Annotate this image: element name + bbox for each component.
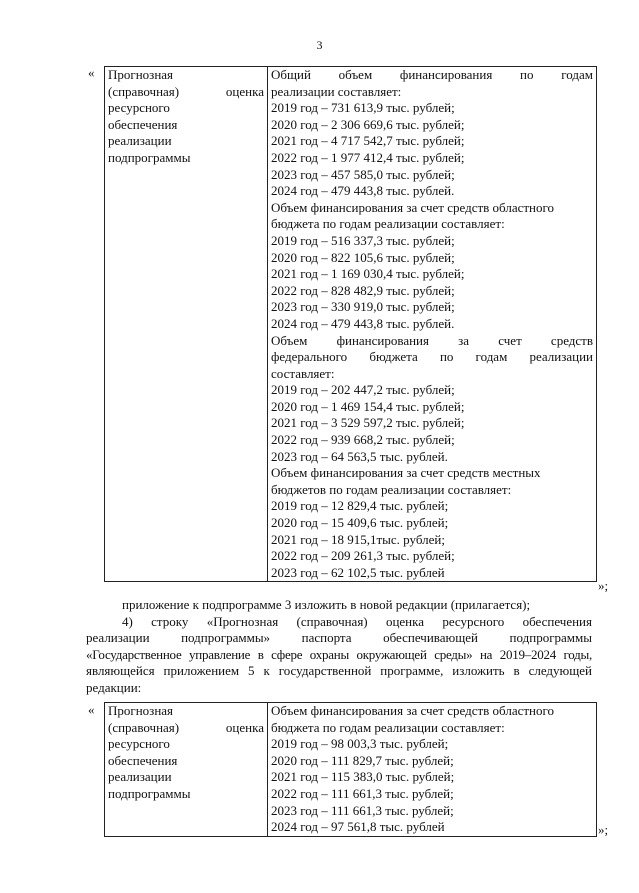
- table1-label-cell: [105, 67, 268, 582]
- table1-content-cell: [268, 67, 597, 582]
- content-line: 2021 год – 18 915,1тыс. рублей;: [271, 531, 445, 547]
- paragraph-line: являющейся приложением 5 к государственной программе, изложить в следующей: [86, 663, 592, 679]
- content-line: федерального бюджета по годам реализации: [271, 349, 593, 365]
- paragraph-line: 4) строку «Прогнозная (справочная) оценка ресурсного обеспечения: [122, 613, 592, 629]
- resource-table-2: [104, 702, 597, 837]
- content-line: бюджетов по годам реализации составляет:: [271, 481, 512, 497]
- content-line: 2023 год – 111 661,3 тыс. рублей;: [271, 802, 454, 818]
- content-line: Общий объем финансирования по годам: [271, 67, 593, 82]
- content-line: 2020 год – 822 105,6 тыс. рублей;: [271, 249, 455, 265]
- label-line: подпрограммы: [108, 785, 191, 801]
- content-line: 2019 год – 12 829,4 тыс. рублей;: [271, 498, 449, 514]
- content-line: бюджета по годам реализации составляет:: [271, 216, 505, 232]
- close-quote-2: »;: [598, 822, 609, 837]
- label-line: подпрограммы: [108, 149, 191, 165]
- resource-table-1: [104, 66, 597, 582]
- content-line: 2020 год – 15 409,6 тыс. рублей;: [271, 515, 449, 531]
- close-quote-1: »;: [598, 578, 609, 593]
- content-line: Объем финансирования за счет средств областного: [271, 703, 555, 718]
- page-number: 3: [316, 38, 323, 52]
- amendment-paragraph: [86, 597, 592, 697]
- label-line: (справочная) оценка: [108, 83, 264, 99]
- label-line: обеспечения: [108, 116, 178, 132]
- open-quote-1: «: [88, 65, 95, 80]
- content-line: 2021 год – 3 529 597,2 тыс. рублей;: [271, 415, 465, 431]
- table2-label-cell: [105, 703, 268, 837]
- content-line: бюджета по годам реализации составляет:: [271, 719, 505, 735]
- content-line: 2019 год – 516 337,3 тыс. рублей;: [271, 232, 455, 248]
- label-line: реализации: [108, 769, 172, 785]
- label-line: (справочная) оценка: [108, 719, 264, 735]
- content-line: 2023 год – 64 563,5 тыс. рублей.: [271, 448, 448, 464]
- content-line: 2021 год – 1 169 030,4 тыс. рублей;: [271, 266, 465, 282]
- content-line: 2021 год – 4 717 542,7 тыс. рублей;: [271, 133, 465, 149]
- content-line: 2019 год – 202 447,2 тыс. рублей;: [271, 382, 455, 398]
- content-line: 2021 год – 115 383,0 тыс. рублей;: [271, 769, 455, 785]
- content-line: 2023 год – 330 919,0 тыс. рублей;: [271, 299, 455, 315]
- label-line: ресурсного: [108, 736, 170, 752]
- content-line: 2024 год – 479 443,8 тыс. рублей.: [271, 183, 455, 199]
- content-line: 2024 год – 97 561,8 тыс. рублей: [271, 819, 445, 835]
- content-line: составляет:: [271, 365, 335, 381]
- content-line: 2020 год – 1 469 154,4 тыс. рублей;: [271, 398, 465, 414]
- paragraph-line: приложение к подпрограмме 3 изложить в новой редакции (прилагается);: [122, 597, 531, 612]
- content-line: 2024 год – 479 443,8 тыс. рублей.: [271, 315, 455, 331]
- open-quote-2: «: [88, 702, 95, 717]
- content-line: 2019 год – 731 613,9 тыс. рублей;: [271, 100, 455, 116]
- label-line: ресурсного: [108, 100, 170, 116]
- content-line: 2022 год – 111 661,3 тыс. рублей;: [271, 785, 454, 801]
- content-line: Объем финансирования за счет средств областного: [271, 199, 555, 215]
- content-line: 2023 год – 457 585,0 тыс. рублей;: [271, 166, 455, 182]
- table2-content-cell: [268, 703, 597, 837]
- paragraph-line: «Государственное управление в сфере охраны окружающей среды» на 2019–2024 годы,: [86, 646, 592, 662]
- label-line: реализации: [108, 133, 172, 149]
- content-line: 2020 год – 111 829,7 тыс. рублей;: [271, 752, 454, 768]
- content-line: 2022 год – 209 261,3 тыс. рублей;: [271, 548, 455, 564]
- content-line: Объем финансирования за счет средств местных: [271, 465, 541, 481]
- content-line: 2019 год – 98 003,3 тыс. рублей;: [271, 736, 449, 752]
- content-line: 2020 год – 2 306 669,6 тыс. рублей;: [271, 116, 465, 132]
- label-line: Прогнозная: [108, 703, 174, 718]
- content-line: Объем финансирования за счет средств: [271, 332, 593, 348]
- content-line: 2022 год – 939 668,2 тыс. рублей;: [271, 432, 455, 448]
- content-line: 2022 год – 828 482,9 тыс. рублей;: [271, 282, 455, 298]
- label-line: Прогнозная: [108, 67, 174, 82]
- content-line: реализации составляет:: [271, 83, 402, 99]
- paragraph-line: редакции:: [86, 679, 142, 695]
- content-line: 2023 год – 62 102,5 тыс. рублей: [271, 564, 445, 580]
- label-line: обеспечения: [108, 752, 178, 768]
- paragraph-line: реализации подпрограммы» паспорта обеспечивающей подпрограммы: [86, 630, 592, 646]
- content-line: 2022 год – 1 977 412,4 тыс. рублей;: [271, 149, 465, 165]
